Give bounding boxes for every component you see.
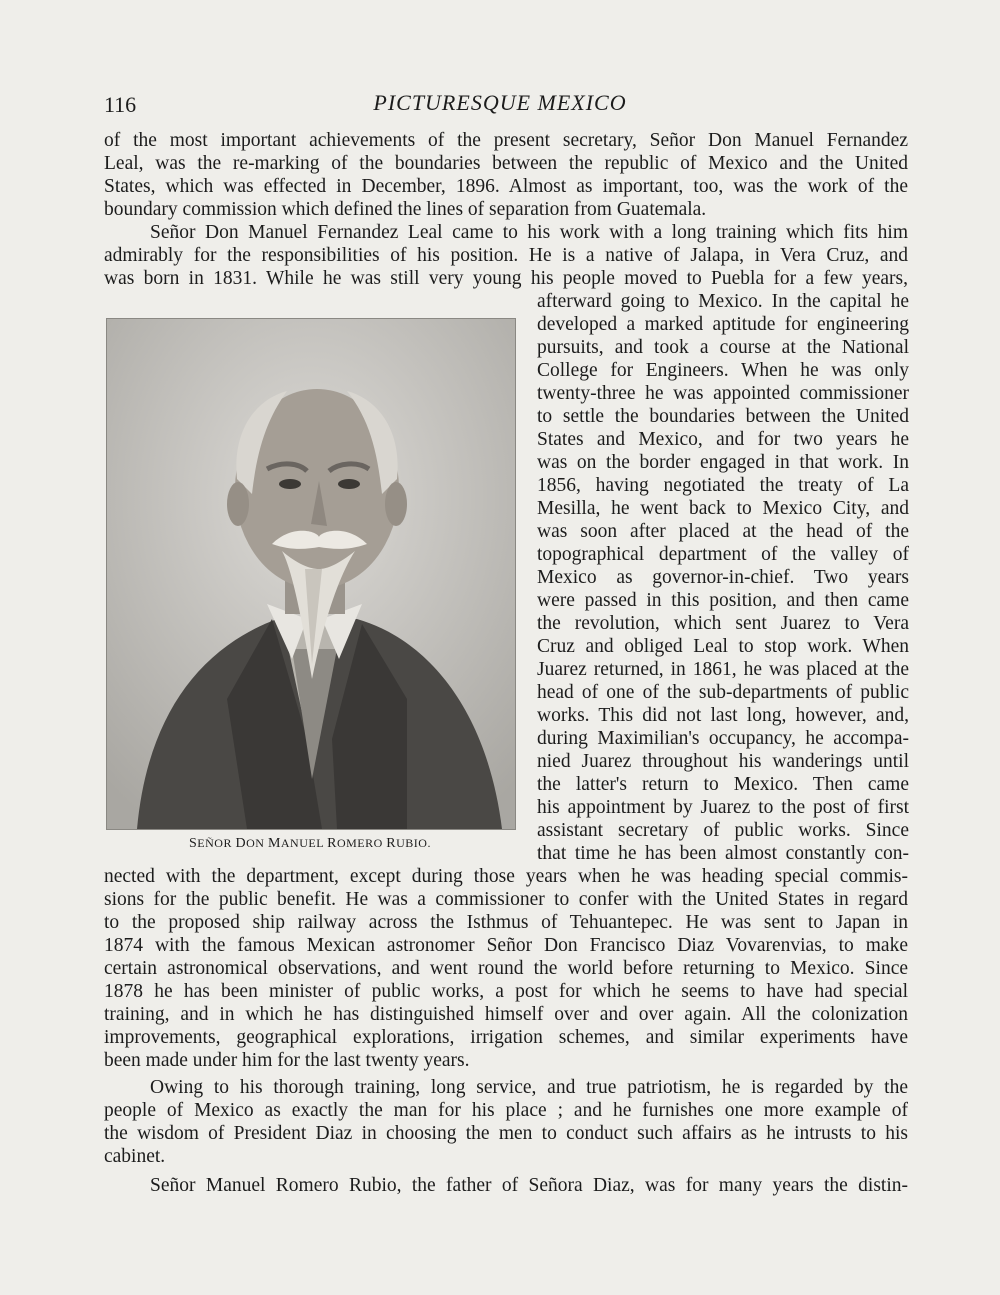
text-line: 1856, having negotiated the treaty of La <box>537 475 909 496</box>
text-line: Mexico as governor-in-chief. Two years <box>537 567 909 588</box>
text-line: assistant secretary of public works. Since <box>537 820 909 841</box>
text-line: were passed in this position, and then came <box>537 590 909 611</box>
text-line: the revolution, which sent Juarez to Vera <box>537 613 909 634</box>
text-line: topographical department of the valley of <box>537 544 909 565</box>
text-line: improvements, geographical explorations, irrigation schemes, and similar experiments have <box>104 1027 908 1048</box>
caption-part: R <box>327 836 337 851</box>
text-line: to the proposed ship railway across the Isthmus of Tehuantepec. He was sent to Japan in <box>104 912 908 933</box>
text-line: Cruz and obliged Leal to stop work. When <box>537 636 909 657</box>
text-line: head of one of the sub-departments of public <box>537 682 909 703</box>
text-line: Owing to his thorough training, long service, and true patriotism, he is regarded by the <box>150 1077 908 1098</box>
caption-part: OMERO <box>336 836 387 850</box>
text-line: States, which was effected in December, 1896. Almost as important, too, was the work of the <box>104 176 908 197</box>
caption-part: ON <box>246 836 268 850</box>
text-line: cabinet. <box>104 1146 166 1167</box>
portrait-photo <box>106 318 516 830</box>
text-line: sions for the public benefit. He was a commissioner to confer with the United States in regard <box>104 889 908 910</box>
running-title: PICTURESQUE MEXICO <box>373 90 627 115</box>
caption-part: S <box>189 836 198 851</box>
text-line: 1878 he has been minister of public works, a post for which he seems to have had special <box>104 981 908 1002</box>
portrait-illustration <box>107 319 515 829</box>
caption-part: D <box>235 836 247 851</box>
page-number: 116 <box>104 92 137 117</box>
text-line: the wisdom of President Diaz in choosing the men to conduct such affairs as he intrusts to his <box>104 1123 908 1144</box>
text-line: admirably for the responsibilities of his position. He is a native of Jalapa, in Vera Cruz, and <box>104 245 908 266</box>
text-line: was on the border engaged in that work. In <box>537 452 909 473</box>
caption-part: EÑOR <box>197 836 236 850</box>
text-line: of the most important achievements of the present secretary, Señor Don Manuel Fernandez <box>104 130 908 151</box>
text-line: the latter's return to Mexico. Then came <box>537 774 909 795</box>
text-line: Mesilla, he went back to Mexico City, and <box>537 498 909 519</box>
text-line: works. This did not last long, however, and, <box>537 705 909 726</box>
figure-caption <box>106 836 514 852</box>
caption-part: UBIO. <box>396 836 431 850</box>
text-line: College for Engineers. When he was only <box>537 360 909 381</box>
text-line: nied Juarez throughout his wanderings until <box>537 751 909 772</box>
text-line: afterward going to Mexico. In the capital he <box>537 291 909 312</box>
text-line: training, and in which he has distinguished himself over and over again. All the colonization <box>104 1004 908 1025</box>
text-line: 1874 with the famous Mexican astronomer Señor Don Francisco Diaz Vovarenvias, to make <box>104 935 908 956</box>
caption-part: R <box>386 836 397 851</box>
text-line: that time he has been almost constantly con- <box>537 843 909 864</box>
text-line: certain astronomical observations, and went round the world before returning to Mexico. Since <box>104 958 908 979</box>
text-line: people of Mexico as exactly the man for his place ; and he furnishes one more example of <box>104 1100 908 1121</box>
text-line: Juarez returned, in 1861, he was placed at the <box>537 659 909 680</box>
text-line: nected with the department, except during those years when he was heading special commis- <box>104 866 908 887</box>
caption-part: M <box>267 836 281 851</box>
text-line: during Maximilian's occupancy, he accompa- <box>537 728 909 749</box>
text-line: boundary commission which defined the lines of separation from Guatemala. <box>104 199 707 220</box>
text-line: developed a marked aptitude for engineering <box>537 314 909 335</box>
text-line: pursuits, and took a course at the National <box>537 337 909 358</box>
text-line: States and Mexico, and for two years he <box>537 429 909 450</box>
text-line: Señor Don Manuel Fernandez Leal came to his work with a long training which fits him <box>150 222 908 243</box>
text-line: Leal, was the re-marking of the boundaries between the republic of Mexico and the United <box>104 153 908 174</box>
caption-part: ANUEL <box>280 836 328 850</box>
text-line: Señor Manuel Romero Rubio, the father of Señora Diaz, was for many years the distin- <box>150 1175 908 1196</box>
text-line: to settle the boundaries between the United <box>537 406 909 427</box>
text-line: was born in 1831. While he was still very young his people moved to Puebla for a few years, <box>104 268 908 289</box>
text-line: twenty-three he was appointed commissioner <box>537 383 909 404</box>
text-line: his appointment by Juarez to the post of first <box>537 797 909 818</box>
text-line: was soon after placed at the head of the <box>537 521 909 542</box>
text-line: been made under him for the last twenty years. <box>104 1050 470 1071</box>
